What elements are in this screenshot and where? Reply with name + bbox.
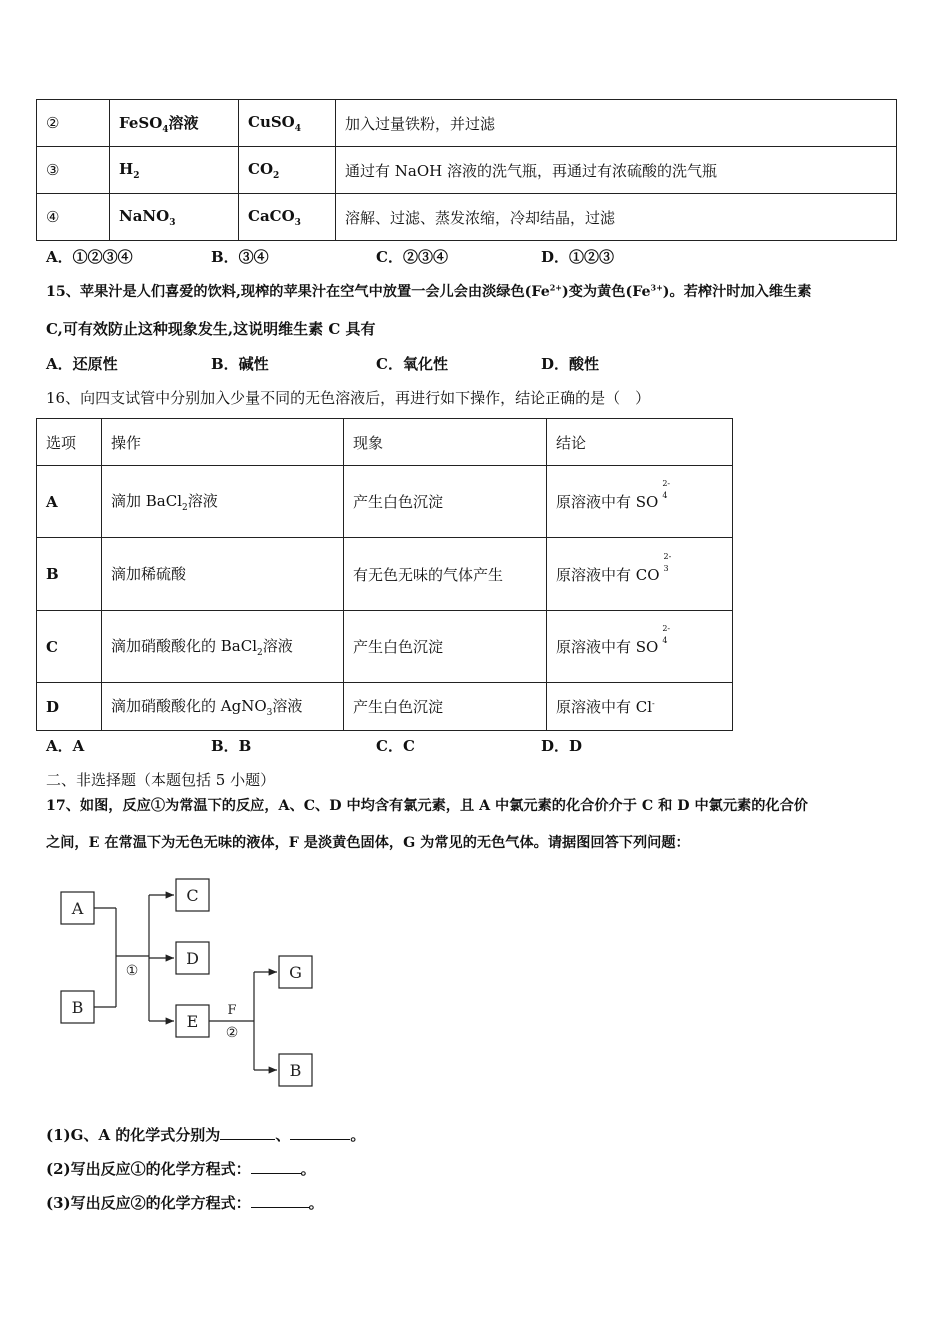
- q15-option-d: D．酸性: [541, 355, 600, 373]
- reaction-2-label: ②: [225, 1025, 239, 1041]
- table-row: [37, 466, 733, 538]
- q15-option-b: B．碱性: [211, 355, 269, 373]
- substance-cell: $H_2$: [110, 147, 239, 194]
- row-number: ③: [37, 147, 110, 194]
- table-row: [37, 194, 897, 241]
- substance-cell: FeSO$_4$溶液: [110, 100, 239, 147]
- q15-stem-line1: 15、苹果汁是人们喜爱的饮料,现榨的苹果汁在空气中放置一会儿会由淡绿色$(Fe^{2+})$变为黄色$(Fe^{3+})$。若榨汁时加入维生素: [46, 282, 812, 300]
- q15-option-a: A．还原性: [46, 355, 118, 373]
- table-row: [37, 611, 733, 683]
- method-cell: 通过有 NaOH 溶液的洗气瓶，再通过有浓硫酸的洗气瓶: [336, 147, 897, 194]
- row-option: B: [37, 538, 102, 611]
- label-b2: B: [289, 1061, 302, 1080]
- q17-stem-line1: 17、如图，反应①为常温下的反应，A、C、D 中均含有氯元素，且 A 中氯元素的化合价介于 C 和 D 中氯元素的化合价: [46, 798, 808, 814]
- row-operation: 滴加稀硫酸: [102, 538, 344, 611]
- label-c: C: [186, 886, 199, 905]
- label-a: A: [71, 899, 84, 918]
- row-phenomenon: 产生白色沉淀: [344, 611, 547, 683]
- row-phenomenon: 产生白色沉淀: [344, 683, 547, 731]
- header-conclusion: 结论: [547, 419, 733, 466]
- label-d: D: [186, 949, 199, 968]
- row-phenomenon: 有无色无味的气体产生: [344, 538, 547, 611]
- row-number: ②: [37, 100, 110, 147]
- reagent-f-label: F: [227, 1003, 237, 1018]
- method-cell: 加入过量铁粉，并过滤: [336, 100, 897, 147]
- method-cell: 溶解、过滤、蒸发浓缩，冷却结晶，过滤: [336, 194, 897, 241]
- row-option: C: [37, 611, 102, 683]
- row-conclusion: 原溶液中有 Cl-: [547, 683, 733, 731]
- table-row: [37, 100, 897, 147]
- q14-option-c: C．②③④: [376, 248, 448, 266]
- q16-option-a: A．A: [46, 737, 85, 755]
- impurity-cell: CuSO$_4$: [239, 100, 336, 147]
- section-heading: 二、非选择题（本题包括 5 小题）: [46, 771, 276, 789]
- row-operation: 滴加 BaCl$_2$溶液: [102, 466, 344, 538]
- label-b: B: [71, 998, 84, 1017]
- impurity-cell: $CO_2$: [239, 147, 336, 194]
- q16-stem: 16、向四支试管中分别加入少量不同的无色溶液后，再进行如下操作，结论正确的是（ ）: [46, 389, 651, 407]
- q17-sub3: (3)写出反应②的化学方程式： 。: [46, 1194, 324, 1212]
- q15-option-c: C．氧化性: [376, 355, 448, 373]
- table-row: [37, 683, 733, 731]
- reaction-diagram: [50, 870, 340, 1095]
- q17-stem-line2: 之间，E 在常温下为无色无味的液体，F 是淡黄色固体，G 为常见的无色气体。请据图回答下列问题：: [46, 835, 690, 851]
- q14-option-b: B．③④: [211, 248, 269, 266]
- q16-option-d: D．D: [541, 737, 583, 755]
- row-conclusion: 原溶液中有 SO 2- 4: [547, 466, 733, 538]
- row-option: A: [37, 466, 102, 538]
- table-row: [37, 147, 897, 194]
- header-phenomenon: 现象: [344, 419, 547, 466]
- header-option: 选项: [37, 419, 102, 466]
- row-number: ④: [37, 194, 110, 241]
- header-operation: 操作: [102, 419, 344, 466]
- q15-stem-line2: C,可有效防止这种现象发生,这说明维生素 C 具有: [46, 320, 376, 338]
- table-header-row: [37, 419, 733, 466]
- row-operation: 滴加硝酸酸化的 AgNO$_3$溶液: [102, 683, 344, 731]
- label-e: E: [186, 1012, 199, 1031]
- substance-cell: NaNO$_3$: [110, 194, 239, 241]
- row-phenomenon: 产生白色沉淀: [344, 466, 547, 538]
- q17-sub1: (1)G、A 的化学式分别为 、 。: [46, 1126, 366, 1144]
- label-g: G: [289, 963, 302, 982]
- impurity-cell: CaCO$_3$: [239, 194, 336, 241]
- row-option: D: [37, 683, 102, 731]
- reaction-1-label: ①: [125, 963, 139, 979]
- table-row: [37, 538, 733, 611]
- q14-option-d: D．①②③: [541, 248, 615, 266]
- row-operation: 滴加硝酸酸化的 BaCl$_2$溶液: [102, 611, 344, 683]
- q16-option-b: B．B: [211, 737, 252, 755]
- row-conclusion: 原溶液中有 CO 2- 3: [547, 538, 733, 611]
- q16-option-c: C．C: [376, 737, 415, 755]
- purification-table: [36, 99, 897, 241]
- row-conclusion: 原溶液中有 SO 2- 4: [547, 611, 733, 683]
- q14-option-a: A．①②③④: [46, 248, 133, 266]
- q17-sub2: (2)写出反应①的化学方程式： 。: [46, 1160, 316, 1178]
- q16-table: [36, 418, 733, 731]
- connector-lines: [94, 895, 277, 1070]
